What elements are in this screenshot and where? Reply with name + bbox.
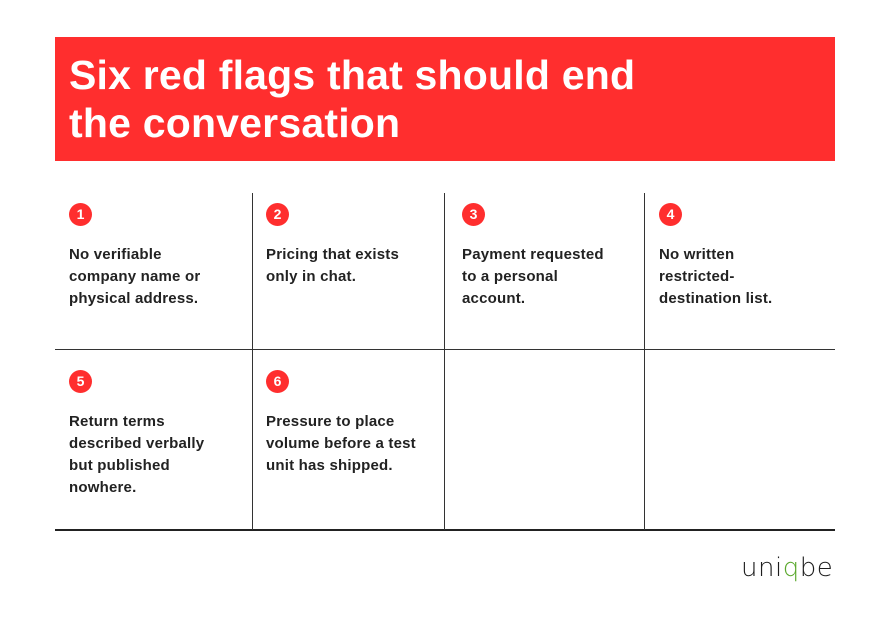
flag-cell-1 <box>69 203 239 310</box>
flag-number-badge: 3 <box>462 203 485 226</box>
flag-text <box>659 244 829 310</box>
flag-number-badge: 5 <box>69 370 92 393</box>
flag-cell-5 <box>69 370 239 499</box>
flag-text-line: to a personal <box>462 268 558 285</box>
flag-text-line: Return terms <box>69 413 165 430</box>
flag-cell-4 <box>659 203 829 310</box>
flag-text <box>69 411 239 499</box>
flag-text-line: Pressure to place <box>266 413 395 430</box>
flag-text-line: but published <box>69 457 170 474</box>
flag-text-line: company name or <box>69 268 201 285</box>
title-line-1: Six red flags that should end <box>69 52 636 98</box>
flag-number-badge: 1 <box>69 203 92 226</box>
title-banner <box>55 37 835 161</box>
flag-text-line: restricted- <box>659 268 735 285</box>
red-flags-grid <box>55 193 835 530</box>
flag-text-line: Payment requested <box>462 246 604 263</box>
flag-text-line: account. <box>462 290 526 307</box>
flag-text <box>266 244 436 288</box>
grid-column-divider <box>444 193 445 530</box>
flag-cell-2 <box>266 203 436 288</box>
flag-text-line: No verifiable <box>69 246 162 263</box>
title-line-2: the conversation <box>69 100 401 146</box>
grid-row-divider <box>55 349 835 350</box>
grid-column-divider <box>252 193 253 530</box>
page-title <box>69 51 635 147</box>
flag-cell-6 <box>266 370 436 477</box>
flag-cell-3 <box>462 203 632 310</box>
flag-text-line: Pricing that exists <box>266 246 400 263</box>
flag-text-line: only in chat. <box>266 268 357 285</box>
flag-text-line: destination list. <box>659 290 773 307</box>
grid-column-divider <box>644 193 645 530</box>
flag-number-badge: 2 <box>266 203 289 226</box>
flag-text-line: unit has shipped. <box>266 457 393 474</box>
flag-number-badge: 4 <box>659 203 682 226</box>
flag-text-line: described verbally <box>69 435 205 452</box>
flag-text <box>69 244 239 310</box>
flag-text-line: volume before a test <box>266 435 416 452</box>
grid-bottom-border <box>55 529 835 531</box>
uniqbe-logo: uniqbe <box>741 553 834 583</box>
flag-text <box>462 244 632 310</box>
flag-text-line: nowhere. <box>69 479 137 496</box>
flag-text <box>266 411 436 477</box>
flag-number-badge: 6 <box>266 370 289 393</box>
flag-text-line: physical address. <box>69 290 199 307</box>
flag-text-line: No written <box>659 246 735 263</box>
